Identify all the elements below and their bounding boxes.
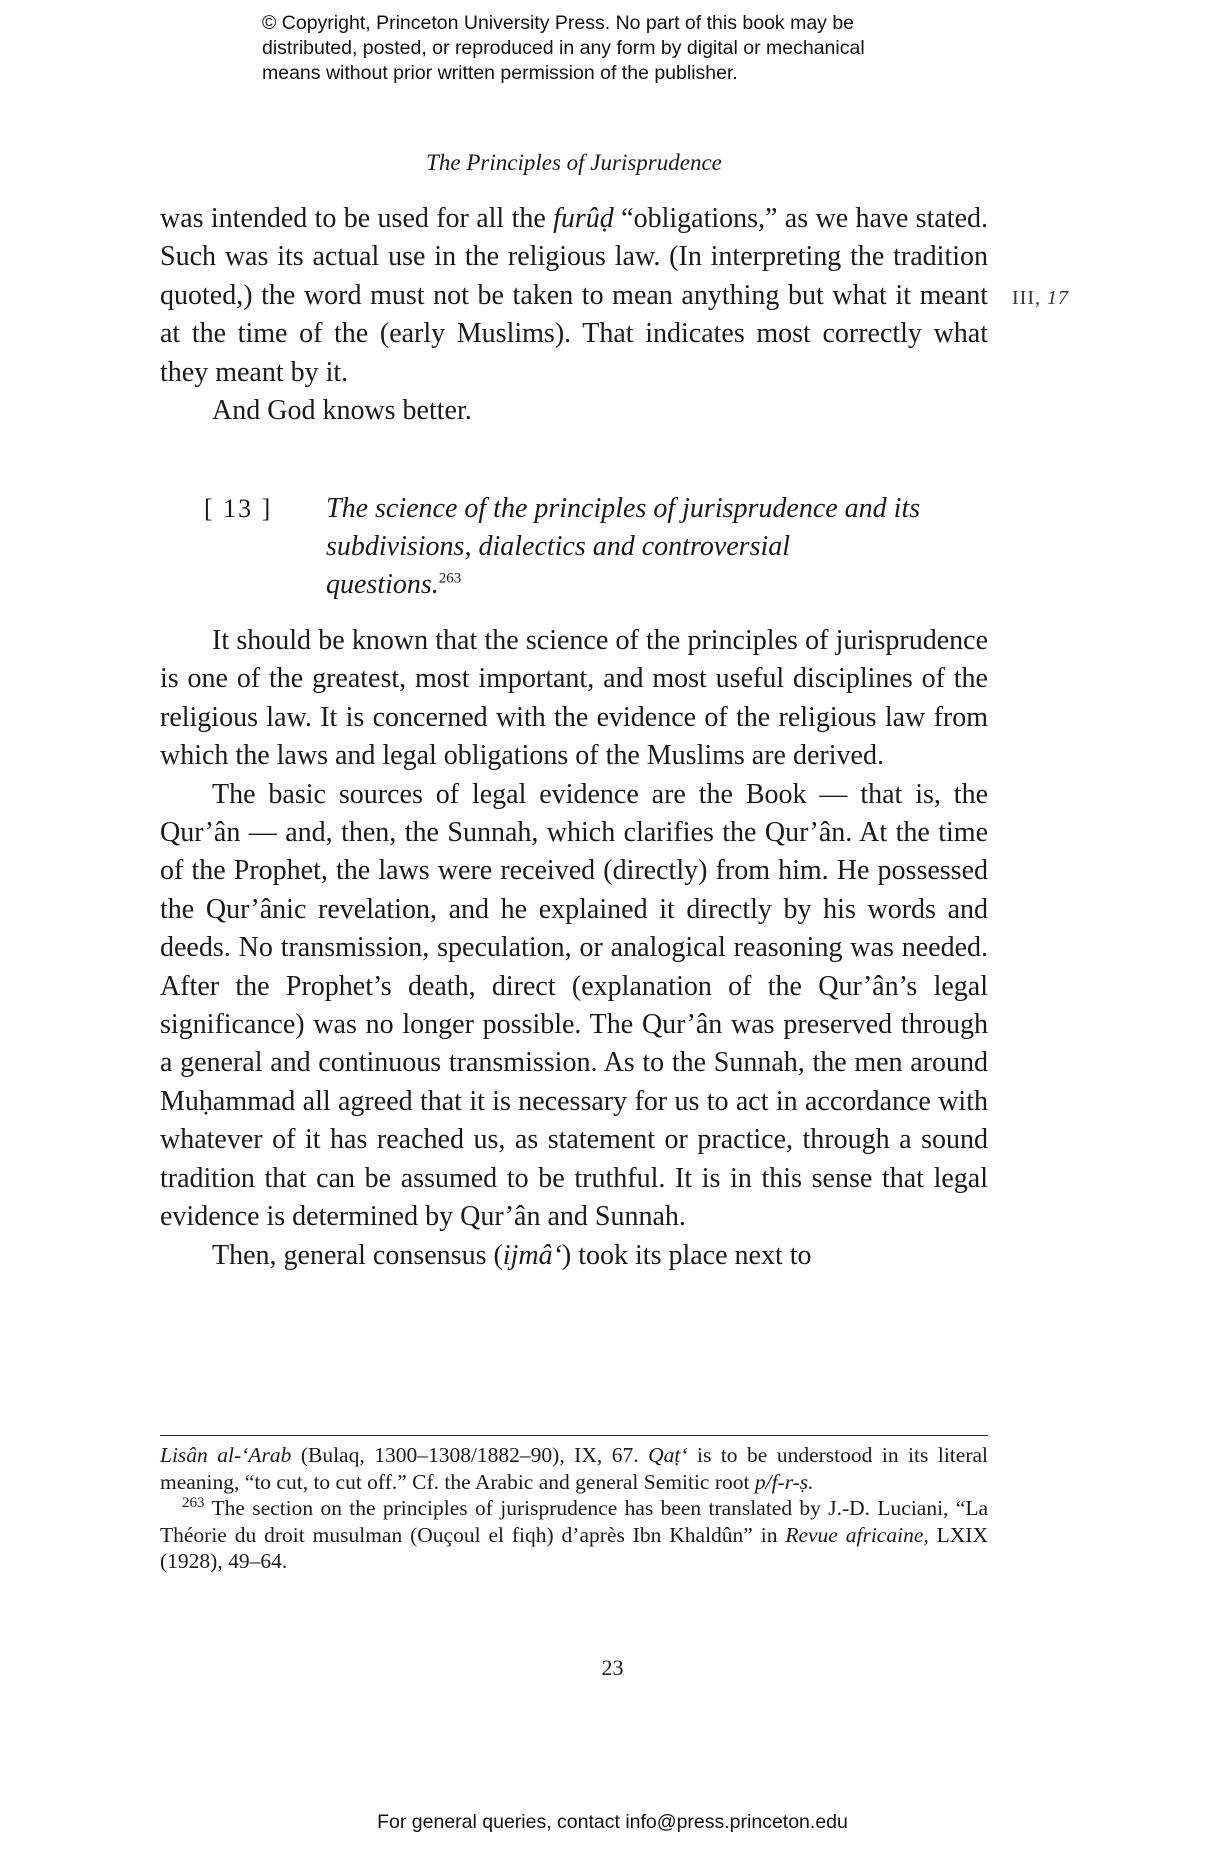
page-number: 23	[601, 1655, 624, 1680]
body-text-main	[160, 622, 988, 1275]
margin-volume: III,	[1012, 287, 1041, 309]
footnote-263: $^{263}$ The section on the principles of jurisprudence has been translated by J.-D. Luciani, “La Théorie du droit musulman (Ouçoul el fiqh) d’après Ibn Khaldûn” in Revue africaine, LXIX (1928), 49–64.	[160, 1494, 988, 1573]
footnote-rule	[160, 1435, 988, 1436]
copyright-notice	[262, 11, 1022, 86]
running-head: The Principles of Jurisprudence	[426, 150, 722, 175]
copyright-line: © Copyright, Princeton University Press. No part of this book may be	[262, 12, 855, 34]
paragraph: The basic sources of legal evidence are the Book — that is, the Qur’ân — and, then, the Sunnah, which clarifies the Qur’ân. At the time of the Prophet, the laws were received (directly) from him. He possessed the Qur’ânic revelation, and he explained it directly by his words and deeds. No transmission, speculation, or analogical reasoning was needed. After the Prophet’s death, direct (explanation of the Qur’ân’s legal significance) was no longer possible. The Qur’ân was preserved through a general and continuous transmission. As to the Sunnah, the men around Muḥammad all agreed that it is necessary for us to act in accordance with whatever of it has reached us, as statement or practice, through a sound tradition that can be assumed to be truthful. It is in this sense that legal evidence is determined by Qur’ân and Sunnah.	[160, 778, 988, 1233]
paragraph: It should be known that the science of the principles of jurisprudence is one of the greatest, most important, and most useful disciplines of the religious law. It is concerned with the evidence of the religious law from which the laws and legal obligations of the Muslims are derived.	[160, 625, 988, 772]
margin-reference	[1012, 287, 1069, 310]
copyright-line: distributed, posted, or reproduced in any form by digital or mechanical	[262, 37, 865, 59]
footnote-ref: 263	[438, 570, 462, 587]
paragraph: Then, general consensus (ijmâʻ) took its place next to	[212, 1239, 812, 1271]
footnote: Lisân al-ʻArab (Bulaq, 1300–1308/1882–90), IX, 67. Qaṭʻ is to be understood in its literal meaning, “to cut, to cut off.” Cf. the Arabic and general Semitic root p/f-r-ṣ.	[160, 1443, 988, 1494]
footer-contact: For general queries, contact info@press.princeton.edu	[377, 1811, 848, 1833]
term-italic: furûḍ	[553, 203, 614, 234]
margin-page: 17	[1046, 287, 1069, 309]
paragraph: was intended to be used for all the furûḍ “obligations,” as we have stated. Such was its actual use in the religious law. (In interpreting the tradition quoted,) the word must not be taken to mean anything but what it meant at the time of the (early Muslims). That indicates most correctly what they meant by it.	[160, 203, 988, 388]
section-title: The science of the principles of jurisprudence and its subdivisions, dialectics and controversial questions.$^{263}$	[326, 493, 921, 600]
footnotes	[160, 1442, 988, 1575]
copyright-line: means without prior written permission of the publisher.	[262, 62, 738, 84]
paragraph: And God knows better.	[212, 395, 472, 427]
term-italic: ijmâʻ	[502, 1239, 562, 1271]
section-number: [ 13 ]	[204, 494, 273, 523]
body-text-top	[160, 200, 988, 430]
